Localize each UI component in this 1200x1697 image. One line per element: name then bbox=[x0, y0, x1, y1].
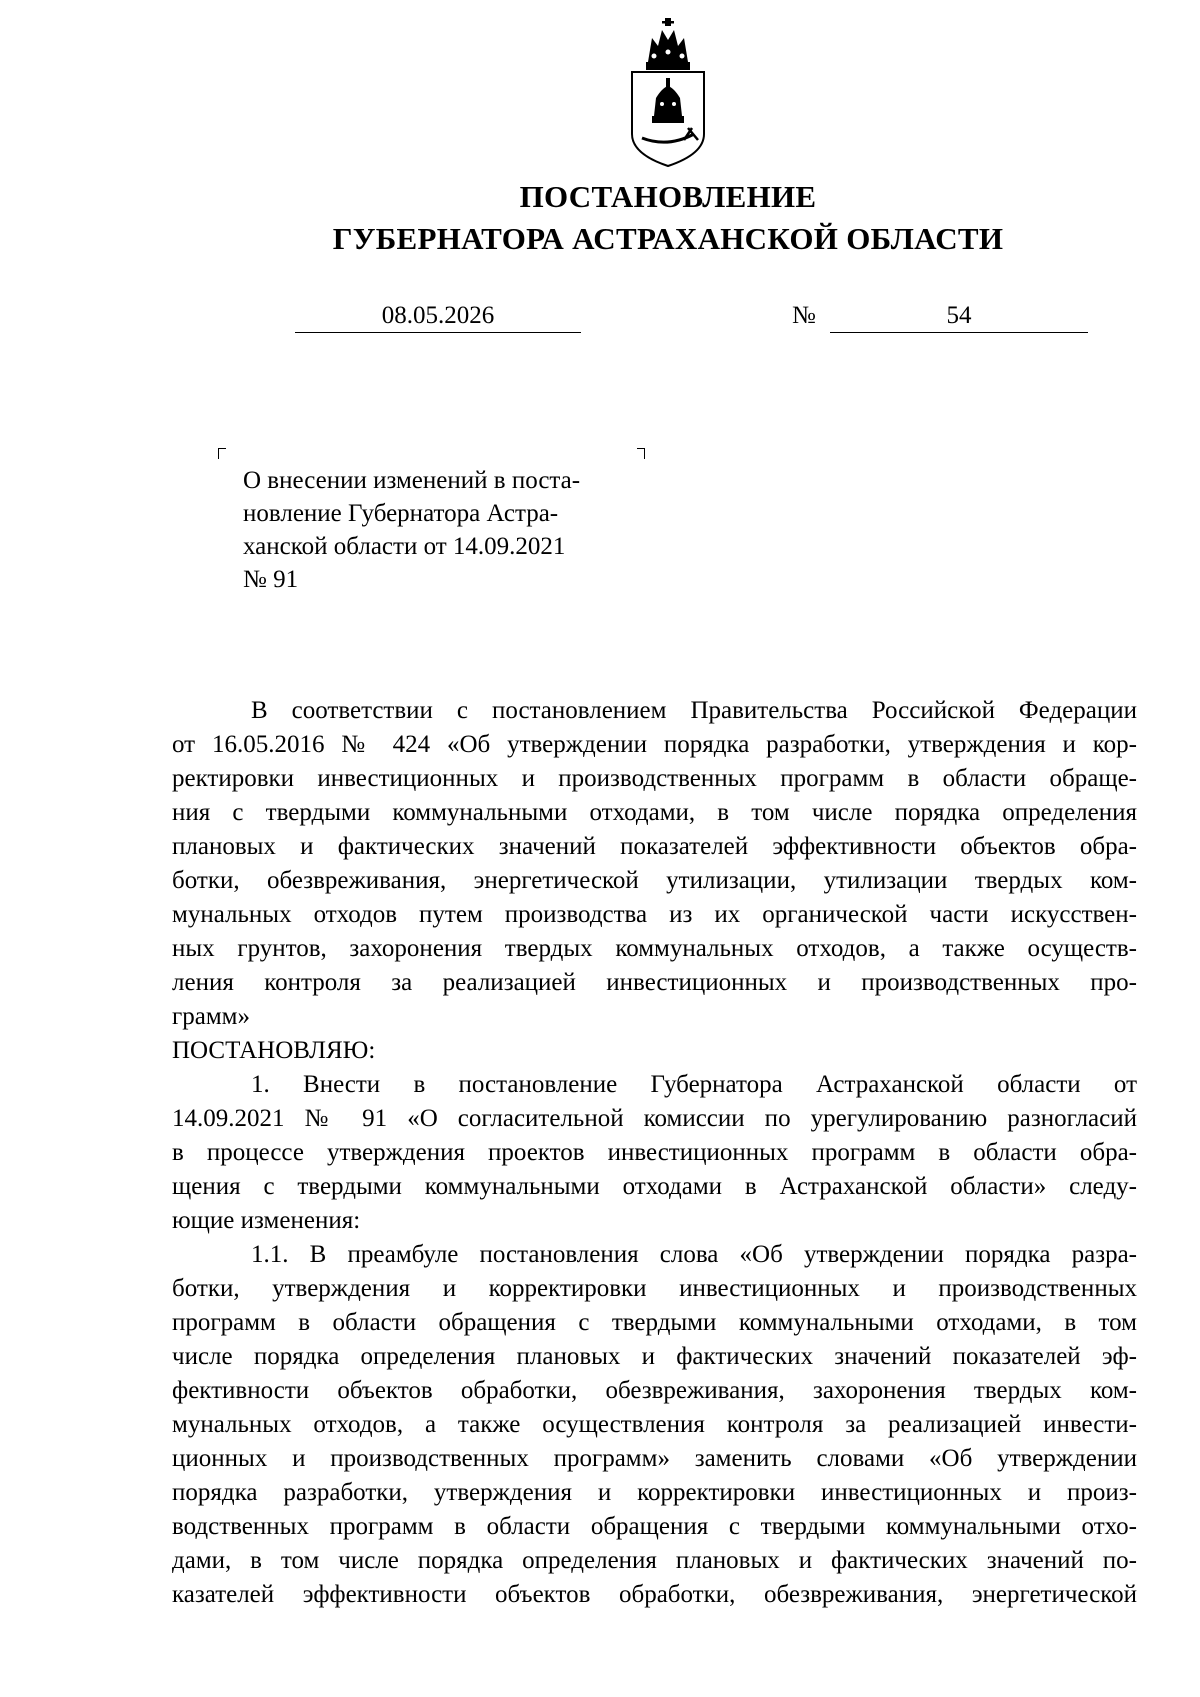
subject-line: № 91 bbox=[243, 566, 299, 593]
subject-bracket-right bbox=[637, 448, 645, 459]
body-line: В соответствии с постановлением Правительства Российской Федерации bbox=[251, 697, 1137, 724]
body-line: числе порядка определения плановых и фактических значений показателей эф- bbox=[172, 1343, 1137, 1370]
number-sign: № bbox=[792, 302, 816, 329]
body-line: казателей эффективности объектов обработки, обезвреживания, энергетической bbox=[172, 1581, 1137, 1608]
document-subject bbox=[243, 464, 630, 596]
body-line: ных грунтов, захоронения твердых коммунальных отходов, а также осуществ- bbox=[172, 935, 1137, 962]
title-line-1: ПОСТАНОВЛЕНИЕ bbox=[519, 179, 817, 214]
subject-bracket-left bbox=[218, 448, 226, 459]
body-line: от 16.05.2016 № 424 «Об утверждении порядка разработки, утверждения и кор- bbox=[172, 731, 1137, 758]
body-line: ректировки инвестиционных и производственных программ в области обраще- bbox=[172, 765, 1137, 792]
body-line: в процессе утверждения проектов инвестиционных программ в области обра- bbox=[172, 1139, 1137, 1166]
body-line: ботки, обезвреживания, энергетической утилизации, утилизации твердых ком- bbox=[172, 867, 1137, 894]
body-line: программ в области обращения с твердыми коммунальными отходами, в том bbox=[172, 1309, 1137, 1336]
document-date: 08.05.2026 bbox=[295, 300, 581, 333]
body-line: ления контроля за реализацией инвестиционных и производственных про- bbox=[172, 969, 1137, 996]
body-line: щения с твердыми коммунальными отходами в Астраханской области» следу- bbox=[172, 1173, 1137, 1200]
body-line: порядка разработки, утверждения и корректировки инвестиционных и произ- bbox=[172, 1479, 1137, 1506]
body-line: ПОСТАНОВЛЯЮ: bbox=[172, 1037, 376, 1064]
document-title bbox=[0, 176, 1200, 260]
body-line: ющие изменения: bbox=[172, 1207, 361, 1234]
body-line: мунальных отходов, а также осуществления контроля за реализацией инвести- bbox=[172, 1411, 1137, 1438]
body-line: грамм» bbox=[172, 1003, 250, 1030]
title-line-2: ГУБЕРНАТОРА АСТРАХАНСКОЙ ОБЛАСТИ bbox=[332, 221, 1004, 256]
document-body bbox=[172, 694, 1137, 1612]
document-number: 54 bbox=[830, 300, 1088, 333]
body-line: 1. Внести в постановление Губернатора Астраханской области от bbox=[251, 1071, 1137, 1098]
body-line: ционных и производственных программ» заменить словами «Об утверждении bbox=[172, 1445, 1137, 1472]
body-line: ния с твердыми коммунальными отходами, в том числе порядка определения bbox=[172, 799, 1137, 826]
subject-line: О внесении изменений в поста- bbox=[243, 467, 581, 494]
body-line: ботки, утверждения и корректировки инвестиционных и производственных bbox=[172, 1275, 1137, 1302]
body-line: плановых и фактических значений показателей эффективности объектов обра- bbox=[172, 833, 1137, 860]
body-line: водственных программ в области обращения с твердыми коммунальными отхо- bbox=[172, 1513, 1137, 1540]
body-line: фективности объектов обработки, обезвреживания, захоронения твердых ком- bbox=[172, 1377, 1137, 1404]
subject-line: новление Губернатора Астра- bbox=[243, 500, 559, 527]
body-line: 14.09.2021 № 91 «О согласительной комиссии по урегулированию разногласий bbox=[172, 1105, 1137, 1132]
coat-of-arms-emblem bbox=[618, 16, 718, 170]
body-line: дами, в том числе порядка определения плановых и фактических значений по- bbox=[172, 1547, 1137, 1574]
body-line: мунальных отходов путем производства из их органической части искусствен- bbox=[172, 901, 1137, 928]
subject-line: ханской области от 14.09.2021 bbox=[243, 533, 566, 560]
body-line: 1.1. В преамбуле постановления слова «Об утверждении порядка разра- bbox=[251, 1241, 1137, 1268]
